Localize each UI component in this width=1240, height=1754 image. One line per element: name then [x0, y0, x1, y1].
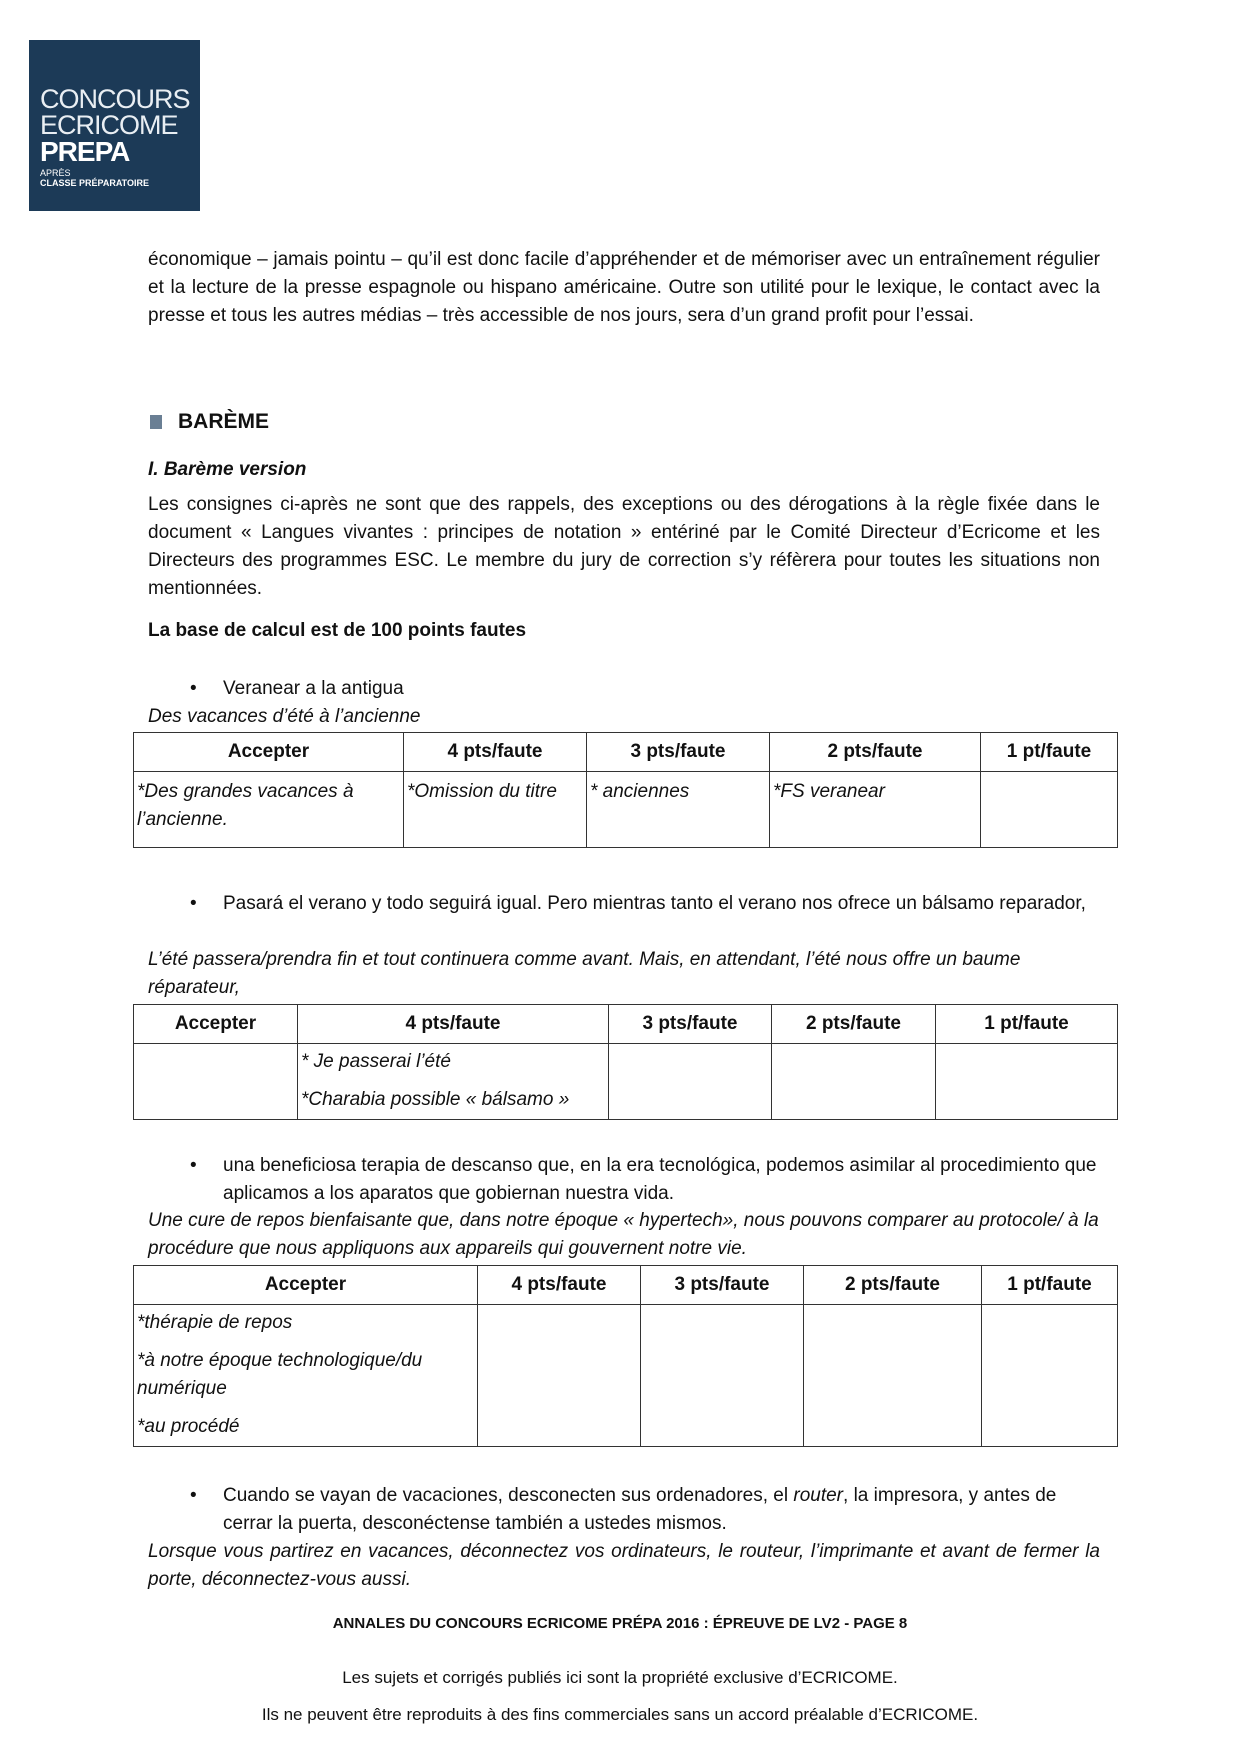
header-4pts: 4 pts/faute [404, 733, 587, 772]
table-header-row [134, 733, 1118, 772]
table-row [134, 1044, 1118, 1120]
header-1pt: 1 pt/faute [982, 1266, 1118, 1305]
cell-accept-line-2: *à notre époque technologique/du numérique [137, 1350, 423, 1399]
cell-3pts: * anciennes [587, 772, 770, 848]
header-4pts: 4 pts/faute [298, 1005, 609, 1044]
cell-3pts [641, 1305, 804, 1447]
bareme-table-3 [133, 1265, 1118, 1447]
table-header-row [134, 1005, 1118, 1044]
cell-4pts-line-1: * Je passerai l’été [301, 1051, 451, 1072]
header-1pt: 1 pt/faute [936, 1005, 1118, 1044]
header-3pts: 3 pts/faute [587, 733, 770, 772]
french-translation-3: Une cure de repos bienfaisante que, dans notre époque « hypertech», nous pouvons comparer au protocole/ à la procédure que nous appliquons aux appareils qui gouvernent notre vie. [148, 1210, 1099, 1259]
cell-4pts [298, 1044, 609, 1120]
cell-4pts: *Omission du titre [404, 772, 587, 848]
base-calcul: La base de calcul est de 100 points fautes [148, 620, 527, 641]
spanish-text-4-part-b: , la impresora, y antes de cerrar la puerta, desconéctense también a ustedes mismos. [223, 1485, 1057, 1534]
bullet-icon: • [190, 1155, 197, 1176]
cell-2pts: *FS veranear [770, 772, 981, 848]
header-4pts: 4 pts/faute [478, 1266, 641, 1305]
cell-4pts-line-2: *Charabia possible « bálsamo » [301, 1089, 570, 1110]
subsection-title: I. Barème version [148, 459, 307, 480]
logo-line-apres: APRÈS [40, 168, 71, 178]
spanish-text-1: Veranear a la antigua [223, 678, 404, 699]
cell-accept-line-1: *thérapie de repos [137, 1312, 293, 1333]
bareme-table-1 [133, 732, 1118, 848]
bullet-icon: • [190, 1485, 197, 1506]
header-accept: Accepter [134, 1005, 298, 1044]
footer-ownership: Les sujets et corrigés publiés ici sont la propriété exclusive d’ECRICOME. [342, 1668, 898, 1687]
cell-2pts [772, 1044, 936, 1120]
consignes-paragraph: Les consignes ci-après ne sont que des rappels, des exceptions ou des dérogations à la règle fixée dans le document « Langues vivantes : principes de notation » entériné par le Comité Directeur d’Ecricome et les Directeurs des programmes ESC. Le membre du jury de correction s’y réfèrera pour toutes les situations non mentionnées. [148, 494, 1100, 599]
french-translation-4: Lorsque vous partirez en vacances, déconnectez vos ordinateurs, le routeur, l’imprimante et avant de fermer la porte, déconnectez-vous aussi. [148, 1541, 1100, 1590]
table-header-row [134, 1266, 1118, 1305]
spanish-text-3: una beneficiosa terapia de descanso que, en la era tecnológica, podemos asimilar al procedimiento que aplicamos a los aparatos que gobiernan nuestra vida. [223, 1155, 1097, 1204]
bullet-item-1 [148, 675, 1100, 703]
logo-line-classe: CLASSE PRÉPARATOIRE [40, 178, 150, 188]
cell-accept [134, 1305, 478, 1447]
cell-accept: *Des grandes vacances à l’ancienne. [134, 772, 404, 848]
header-accept: Accepter [134, 733, 404, 772]
header-3pts: 3 pts/faute [641, 1266, 804, 1305]
cell-1pt [981, 772, 1118, 848]
logo-line-prepa: PREPA [40, 136, 130, 167]
cell-accept-line-3: *au procédé [137, 1416, 240, 1437]
cell-1pt [982, 1305, 1118, 1447]
bullet-icon: • [190, 893, 197, 914]
cell-3pts [609, 1044, 772, 1120]
footer-annales: ANNALES DU CONCOURS ECRICOME PRÉPA 2016 : ÉPREUVE DE LV2 - PAGE 8 [332, 1615, 908, 1632]
spanish-text-4 [223, 1482, 1100, 1538]
ecricome-logo [29, 40, 200, 211]
logo-line-concours: CONCOURS [40, 84, 190, 114]
header-2pts: 2 pts/faute [772, 1005, 936, 1044]
logo-line-ecricome: ECRICOME [40, 110, 178, 140]
spanish-text-4-part-a: Cuando se vayan de vacaciones, desconecten sus ordenadores, el [223, 1485, 794, 1506]
header-2pts: 2 pts/faute [770, 733, 981, 772]
footer-reproduction: Ils ne peuvent être reproduits à des fins commerciales sans un accord préalable d’ECRICOME. [261, 1705, 979, 1724]
square-bullet-icon [150, 415, 162, 429]
cell-2pts [804, 1305, 982, 1447]
bullet-item-4 [148, 1482, 1100, 1538]
bullet-icon: • [190, 678, 197, 699]
intro-paragraph: économique – jamais pointu – qu’il est donc facile d’appréhender et de mémoriser avec un entraînement régulier et la lecture de la presse espagnole ou hispano américaine. Outre son utilité pour le lexique, le contact avec la presse et tous les autres médias – très accessible de nos jours, sera d’un grand profit pour l’essai. [148, 249, 1100, 326]
header-accept: Accepter [134, 1266, 478, 1305]
bullet-item-3 [148, 1152, 1100, 1208]
header-2pts: 2 pts/faute [804, 1266, 982, 1305]
section-heading [150, 410, 269, 434]
spanish-text-2: Pasará el verano y todo seguirá igual. Pero mientras tanto el verano nos ofrece un bálsamo reparador, [223, 893, 1086, 914]
cell-4pts [478, 1305, 641, 1447]
french-translation-2: L’été passera/prendra fin et tout continuera comme avant. Mais, en attendant, l’été nous offre un baume réparateur, [148, 949, 1021, 998]
cell-1pt [936, 1044, 1118, 1120]
section-title: BARÈME [178, 410, 270, 433]
spanish-text-4-router: router [793, 1485, 844, 1506]
table-row [134, 1305, 1118, 1447]
table-row [134, 772, 1118, 848]
header-1pt: 1 pt/faute [981, 733, 1118, 772]
header-3pts: 3 pts/faute [609, 1005, 772, 1044]
french-translation-1: Des vacances d’été à l’ancienne [148, 706, 421, 727]
bareme-table-2 [133, 1004, 1118, 1120]
cell-accept [134, 1044, 298, 1120]
bullet-item-2 [148, 890, 1100, 918]
